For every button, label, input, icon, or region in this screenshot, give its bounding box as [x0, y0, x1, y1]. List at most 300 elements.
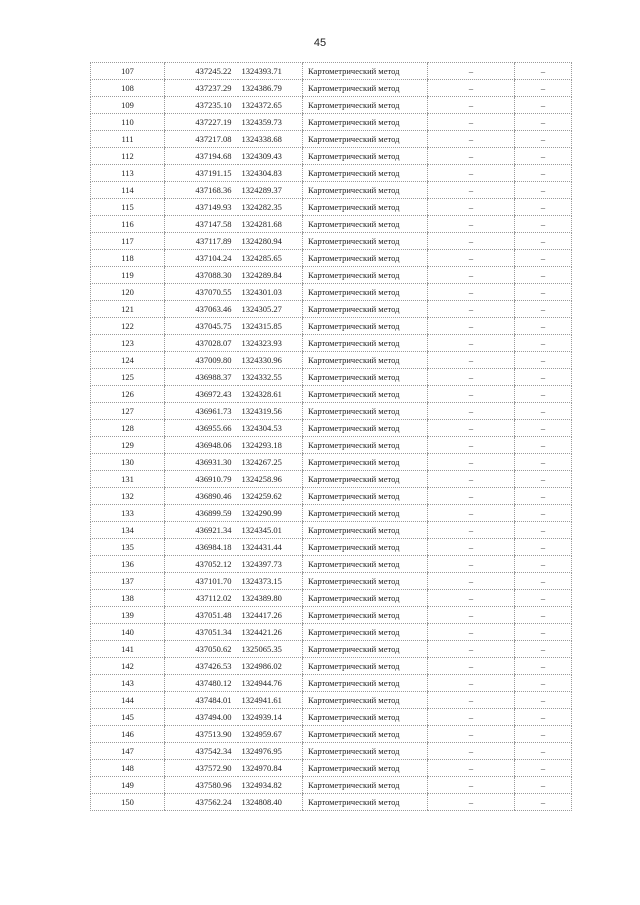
table-row: [91, 556, 572, 573]
determination-method: Картометрический метод: [303, 709, 428, 726]
description-value: –: [515, 369, 572, 386]
point-number: 109: [91, 97, 165, 114]
coordinate-x: 437245.22: [165, 63, 238, 80]
point-number: 127: [91, 403, 165, 420]
coordinate-x: 436984.18: [165, 539, 238, 556]
point-number: 145: [91, 709, 165, 726]
determination-method: Картометрический метод: [303, 675, 428, 692]
accuracy-value: –: [428, 777, 515, 794]
accuracy-value: –: [428, 505, 515, 522]
point-number: 142: [91, 658, 165, 675]
coordinate-y: 1324289.84: [238, 267, 303, 284]
coordinate-x: 437052.12: [165, 556, 238, 573]
point-number: 110: [91, 114, 165, 131]
table-row: [91, 233, 572, 250]
accuracy-value: –: [428, 165, 515, 182]
description-value: –: [515, 403, 572, 420]
table-row: [91, 63, 572, 80]
table-row: [91, 182, 572, 199]
determination-method: Картометрический метод: [303, 692, 428, 709]
description-value: –: [515, 709, 572, 726]
determination-method: Картометрический метод: [303, 760, 428, 777]
description-value: –: [515, 80, 572, 97]
determination-method: Картометрический метод: [303, 199, 428, 216]
point-number: 147: [91, 743, 165, 760]
coordinate-y: 1325065.35: [238, 641, 303, 658]
coordinate-y: 1324959.67: [238, 726, 303, 743]
accuracy-value: –: [428, 743, 515, 760]
coordinate-x: 437063.46: [165, 301, 238, 318]
table-row: [91, 641, 572, 658]
description-value: –: [515, 658, 572, 675]
accuracy-value: –: [428, 114, 515, 131]
point-number: 118: [91, 250, 165, 267]
table-row: [91, 726, 572, 743]
point-number: 115: [91, 199, 165, 216]
coordinate-y: 1324941.61: [238, 692, 303, 709]
description-value: –: [515, 624, 572, 641]
accuracy-value: –: [428, 658, 515, 675]
accuracy-value: –: [428, 403, 515, 420]
coordinate-y: 1324970.84: [238, 760, 303, 777]
description-value: –: [515, 454, 572, 471]
accuracy-value: –: [428, 284, 515, 301]
table-row: [91, 335, 572, 352]
description-value: –: [515, 726, 572, 743]
coordinate-x: 437237.29: [165, 80, 238, 97]
determination-method: Картометрический метод: [303, 80, 428, 97]
table-row: [91, 284, 572, 301]
table-row: [91, 352, 572, 369]
determination-method: Картометрический метод: [303, 420, 428, 437]
coordinate-y: 1324293.18: [238, 437, 303, 454]
coordinate-x: 437149.93: [165, 199, 238, 216]
coordinate-x: 437009.80: [165, 352, 238, 369]
table-row: [91, 590, 572, 607]
description-value: –: [515, 267, 572, 284]
coordinate-y: 1324267.25: [238, 454, 303, 471]
table-row: [91, 369, 572, 386]
coordinate-x: 436948.06: [165, 437, 238, 454]
description-value: –: [515, 114, 572, 131]
accuracy-value: –: [428, 420, 515, 437]
coordinate-x: 437088.30: [165, 267, 238, 284]
coordinate-y: 1324332.55: [238, 369, 303, 386]
table-row: [91, 114, 572, 131]
point-number: 119: [91, 267, 165, 284]
description-value: –: [515, 335, 572, 352]
description-value: –: [515, 794, 572, 811]
coordinate-y: 1324372.65: [238, 97, 303, 114]
description-value: –: [515, 488, 572, 505]
determination-method: Картометрический метод: [303, 522, 428, 539]
page-number: 45: [313, 37, 327, 49]
point-number: 112: [91, 148, 165, 165]
description-value: –: [515, 148, 572, 165]
coordinate-y: 1324304.53: [238, 420, 303, 437]
determination-method: Картометрический метод: [303, 165, 428, 182]
description-value: –: [515, 743, 572, 760]
coordinate-y: 1324345.01: [238, 522, 303, 539]
coordinate-y: 1324328.61: [238, 386, 303, 403]
point-number: 126: [91, 386, 165, 403]
description-value: –: [515, 692, 572, 709]
description-value: –: [515, 420, 572, 437]
table-row: [91, 539, 572, 556]
determination-method: Картометрический метод: [303, 216, 428, 233]
description-value: –: [515, 471, 572, 488]
description-value: –: [515, 607, 572, 624]
determination-method: Картометрический метод: [303, 658, 428, 675]
coordinate-x: 437147.58: [165, 216, 238, 233]
table-row: [91, 709, 572, 726]
table-row: [91, 80, 572, 97]
table-row: [91, 420, 572, 437]
point-number: 116: [91, 216, 165, 233]
determination-method: Картометрический метод: [303, 267, 428, 284]
coordinate-y: 1324280.94: [238, 233, 303, 250]
determination-method: Картометрический метод: [303, 148, 428, 165]
coordinate-y: 1324359.73: [238, 114, 303, 131]
determination-method: Картометрический метод: [303, 437, 428, 454]
accuracy-value: –: [428, 573, 515, 590]
determination-method: Картометрический метод: [303, 471, 428, 488]
point-number: 123: [91, 335, 165, 352]
description-value: –: [515, 131, 572, 148]
description-value: –: [515, 199, 572, 216]
coordinate-y: 1324258.96: [238, 471, 303, 488]
description-value: –: [515, 590, 572, 607]
description-value: –: [515, 641, 572, 658]
table-row: [91, 437, 572, 454]
accuracy-value: –: [428, 692, 515, 709]
coordinate-y: 1324285.65: [238, 250, 303, 267]
coordinate-x: 437045.75: [165, 318, 238, 335]
table-row: [91, 794, 572, 811]
determination-method: Картометрический метод: [303, 352, 428, 369]
accuracy-value: –: [428, 182, 515, 199]
determination-method: Картометрический метод: [303, 250, 428, 267]
point-number: 108: [91, 80, 165, 97]
table-row: [91, 471, 572, 488]
determination-method: Картометрический метод: [303, 539, 428, 556]
description-value: –: [515, 165, 572, 182]
coordinate-x: 436972.43: [165, 386, 238, 403]
coordinate-y: 1324304.83: [238, 165, 303, 182]
point-number: 125: [91, 369, 165, 386]
point-number: 148: [91, 760, 165, 777]
coordinate-y: 1324939.14: [238, 709, 303, 726]
table-row: [91, 216, 572, 233]
accuracy-value: –: [428, 131, 515, 148]
coordinates-table-body: [91, 63, 572, 811]
table-row: [91, 505, 572, 522]
accuracy-value: –: [428, 216, 515, 233]
table-row: [91, 97, 572, 114]
table-row: [91, 743, 572, 760]
determination-method: Картометрический метод: [303, 63, 428, 80]
coordinate-x: 436955.66: [165, 420, 238, 437]
coordinate-y: 1324808.40: [238, 794, 303, 811]
determination-method: Картометрический метод: [303, 590, 428, 607]
determination-method: Картометрический метод: [303, 233, 428, 250]
coordinate-x: 437562.24: [165, 794, 238, 811]
accuracy-value: –: [428, 454, 515, 471]
table-row: [91, 760, 572, 777]
table-row: [91, 403, 572, 420]
coordinate-y: 1324393.71: [238, 63, 303, 80]
coordinate-y: 1324330.96: [238, 352, 303, 369]
point-number: 129: [91, 437, 165, 454]
coordinate-y: 1324259.62: [238, 488, 303, 505]
accuracy-value: –: [428, 386, 515, 403]
table-row: [91, 148, 572, 165]
determination-method: Картометрический метод: [303, 505, 428, 522]
coordinate-x: 437580.96: [165, 777, 238, 794]
accuracy-value: –: [428, 641, 515, 658]
point-number: 130: [91, 454, 165, 471]
determination-method: Картометрический метод: [303, 114, 428, 131]
determination-method: Картометрический метод: [303, 335, 428, 352]
description-value: –: [515, 539, 572, 556]
coordinate-y: 1324976.95: [238, 743, 303, 760]
table-row: [91, 250, 572, 267]
coordinate-x: 437513.90: [165, 726, 238, 743]
description-value: –: [515, 301, 572, 318]
determination-method: Картометрический метод: [303, 284, 428, 301]
description-value: –: [515, 318, 572, 335]
point-number: 107: [91, 63, 165, 80]
coordinates-table: [90, 62, 572, 811]
coordinate-y: 1324421.26: [238, 624, 303, 641]
accuracy-value: –: [428, 556, 515, 573]
determination-method: Картометрический метод: [303, 454, 428, 471]
determination-method: Картометрический метод: [303, 743, 428, 760]
coordinate-x: 437101.70: [165, 573, 238, 590]
accuracy-value: –: [428, 369, 515, 386]
table-row: [91, 522, 572, 539]
coordinate-x: 437104.24: [165, 250, 238, 267]
coordinate-y: 1324305.27: [238, 301, 303, 318]
description-value: –: [515, 386, 572, 403]
description-value: –: [515, 182, 572, 199]
description-value: –: [515, 556, 572, 573]
determination-method: Картометрический метод: [303, 182, 428, 199]
description-value: –: [515, 760, 572, 777]
coordinate-x: 437051.34: [165, 624, 238, 641]
coordinate-y: 1324386.79: [238, 80, 303, 97]
point-number: 146: [91, 726, 165, 743]
table-row: [91, 165, 572, 182]
accuracy-value: –: [428, 624, 515, 641]
point-number: 143: [91, 675, 165, 692]
coordinate-y: 1324282.35: [238, 199, 303, 216]
accuracy-value: –: [428, 233, 515, 250]
coordinate-x: 437217.08: [165, 131, 238, 148]
point-number: 149: [91, 777, 165, 794]
point-number: 117: [91, 233, 165, 250]
table-row: [91, 386, 572, 403]
coordinate-y: 1324944.76: [238, 675, 303, 692]
coordinate-x: 437112.02: [165, 590, 238, 607]
point-number: 134: [91, 522, 165, 539]
determination-method: Картометрический метод: [303, 131, 428, 148]
coordinate-y: 1324290.99: [238, 505, 303, 522]
coordinate-x: 437191.15: [165, 165, 238, 182]
table-row: [91, 318, 572, 335]
determination-method: Картометрический метод: [303, 641, 428, 658]
accuracy-value: –: [428, 760, 515, 777]
point-number: 140: [91, 624, 165, 641]
coordinate-y: 1324323.93: [238, 335, 303, 352]
description-value: –: [515, 233, 572, 250]
accuracy-value: –: [428, 709, 515, 726]
coordinate-x: 437542.34: [165, 743, 238, 760]
coordinate-y: 1324934.82: [238, 777, 303, 794]
point-number: 124: [91, 352, 165, 369]
accuracy-value: –: [428, 522, 515, 539]
determination-method: Картометрический метод: [303, 403, 428, 420]
table-row: [91, 488, 572, 505]
point-number: 136: [91, 556, 165, 573]
determination-method: Картометрический метод: [303, 607, 428, 624]
table-row: [91, 777, 572, 794]
coordinate-y: 1324431.44: [238, 539, 303, 556]
coordinate-x: 436921.34: [165, 522, 238, 539]
accuracy-value: –: [428, 80, 515, 97]
table-row: [91, 624, 572, 641]
determination-method: Картометрический метод: [303, 301, 428, 318]
accuracy-value: –: [428, 437, 515, 454]
accuracy-value: –: [428, 97, 515, 114]
coordinate-x: 437168.36: [165, 182, 238, 199]
coordinate-y: 1324417.26: [238, 607, 303, 624]
determination-method: Картометрический метод: [303, 488, 428, 505]
accuracy-value: –: [428, 63, 515, 80]
coordinate-y: 1324389.80: [238, 590, 303, 607]
determination-method: Картометрический метод: [303, 624, 428, 641]
coordinate-x: 436961.73: [165, 403, 238, 420]
description-value: –: [515, 216, 572, 233]
accuracy-value: –: [428, 250, 515, 267]
determination-method: Картометрический метод: [303, 318, 428, 335]
coordinate-x: 437051.48: [165, 607, 238, 624]
coordinate-x: 436899.59: [165, 505, 238, 522]
point-number: 128: [91, 420, 165, 437]
description-value: –: [515, 675, 572, 692]
coordinate-y: 1324373.15: [238, 573, 303, 590]
coordinate-y: 1324315.85: [238, 318, 303, 335]
coordinate-y: 1324289.37: [238, 182, 303, 199]
accuracy-value: –: [428, 539, 515, 556]
description-value: –: [515, 522, 572, 539]
coordinate-y: 1324281.68: [238, 216, 303, 233]
coordinate-y: 1324301.03: [238, 284, 303, 301]
determination-method: Картометрический метод: [303, 777, 428, 794]
accuracy-value: –: [428, 199, 515, 216]
description-value: –: [515, 63, 572, 80]
accuracy-value: –: [428, 148, 515, 165]
coordinate-x: 437028.07: [165, 335, 238, 352]
point-number: 144: [91, 692, 165, 709]
table-row: [91, 454, 572, 471]
coordinate-x: 437572.90: [165, 760, 238, 777]
coordinate-x: 437484.01: [165, 692, 238, 709]
determination-method: Картометрический метод: [303, 97, 428, 114]
point-number: 132: [91, 488, 165, 505]
coordinate-x: 436988.37: [165, 369, 238, 386]
determination-method: Картометрический метод: [303, 573, 428, 590]
point-number: 138: [91, 590, 165, 607]
coordinate-x: 436890.46: [165, 488, 238, 505]
coordinate-x: 437050.62: [165, 641, 238, 658]
accuracy-value: –: [428, 794, 515, 811]
point-number: 139: [91, 607, 165, 624]
table-row: [91, 199, 572, 216]
point-number: 113: [91, 165, 165, 182]
determination-method: Картометрический метод: [303, 726, 428, 743]
accuracy-value: –: [428, 726, 515, 743]
point-number: 122: [91, 318, 165, 335]
table-row: [91, 692, 572, 709]
description-value: –: [515, 284, 572, 301]
coordinate-y: 1324309.43: [238, 148, 303, 165]
point-number: 114: [91, 182, 165, 199]
determination-method: Картометрический метод: [303, 369, 428, 386]
coordinate-x: 436910.79: [165, 471, 238, 488]
determination-method: Картометрический метод: [303, 386, 428, 403]
coordinate-x: 437426.53: [165, 658, 238, 675]
accuracy-value: –: [428, 352, 515, 369]
table-row: [91, 607, 572, 624]
point-number: 133: [91, 505, 165, 522]
table-row: [91, 267, 572, 284]
accuracy-value: –: [428, 607, 515, 624]
determination-method: Картометрический метод: [303, 794, 428, 811]
description-value: –: [515, 777, 572, 794]
coordinate-x: 437480.12: [165, 675, 238, 692]
accuracy-value: –: [428, 488, 515, 505]
point-number: 111: [91, 131, 165, 148]
description-value: –: [515, 352, 572, 369]
coordinate-y: 1324986.02: [238, 658, 303, 675]
accuracy-value: –: [428, 301, 515, 318]
coordinate-y: 1324338.68: [238, 131, 303, 148]
accuracy-value: –: [428, 267, 515, 284]
coordinate-x: 436931.30: [165, 454, 238, 471]
table-row: [91, 573, 572, 590]
accuracy-value: –: [428, 471, 515, 488]
accuracy-value: –: [428, 335, 515, 352]
coordinate-x: 437117.89: [165, 233, 238, 250]
table-row: [91, 301, 572, 318]
point-number: 150: [91, 794, 165, 811]
table-row: [91, 131, 572, 148]
description-value: –: [515, 250, 572, 267]
coordinate-x: 437070.55: [165, 284, 238, 301]
point-number: 131: [91, 471, 165, 488]
coordinate-x: 437494.00: [165, 709, 238, 726]
description-value: –: [515, 437, 572, 454]
coordinate-x: 437227.19: [165, 114, 238, 131]
point-number: 141: [91, 641, 165, 658]
accuracy-value: –: [428, 590, 515, 607]
coordinate-y: 1324397.73: [238, 556, 303, 573]
accuracy-value: –: [428, 675, 515, 692]
accuracy-value: –: [428, 318, 515, 335]
determination-method: Картометрический метод: [303, 556, 428, 573]
table-row: [91, 658, 572, 675]
